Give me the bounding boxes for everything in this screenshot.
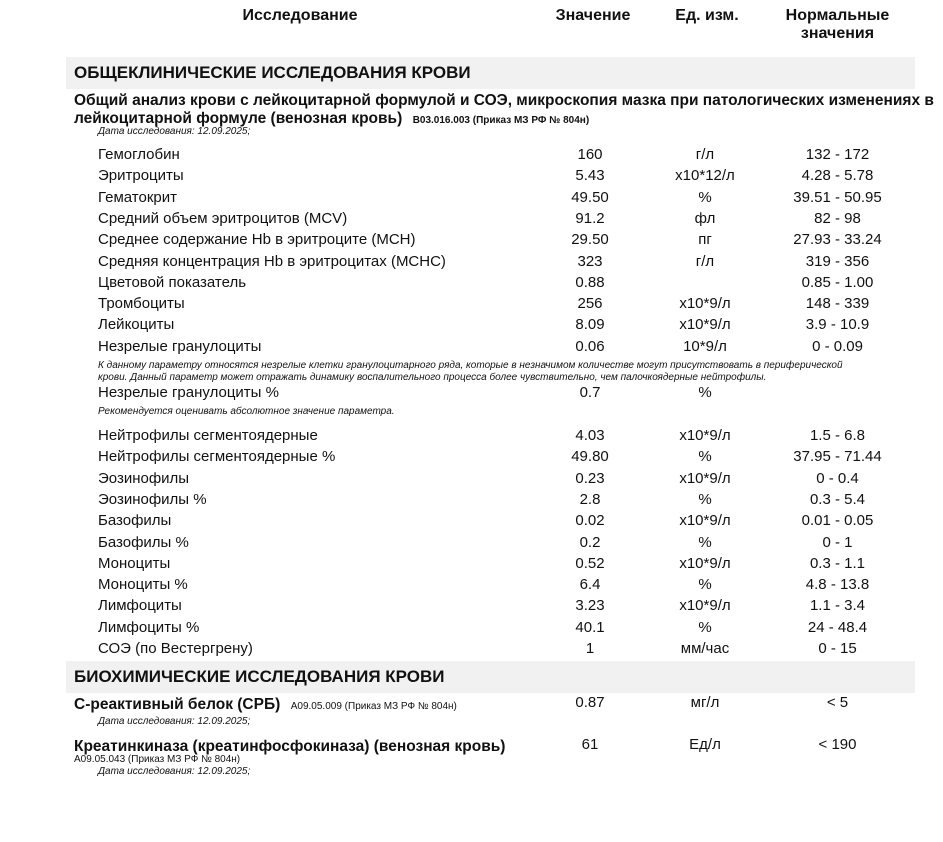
row-value: 3.23 [575,597,605,615]
row-value: 2.8 [579,490,601,508]
row-name: Незрелые гранулоциты % [98,384,279,401]
note-immature-1: К данному параметру относятся незрелые клетки гранулоцитарного ряда, которые в незначимом количестве могут присутствовать в периферической [98,360,843,371]
table-row [0,576,943,597]
row-unit: % [698,576,712,594]
row-ref: 0 - 1 [822,533,853,551]
row-unit: x10*9/л [679,427,731,444]
ck-value: 61 [581,736,599,753]
row-value: 0.23 [575,469,605,487]
row-ref: 0.85 - 1.00 [801,273,874,291]
row-value: 0.2 [579,533,601,551]
row-unit: % [698,490,712,508]
row-ref: 0.01 - 0.05 [801,512,874,530]
row-unit: % [698,384,712,401]
row-name: Моноциты % [98,576,188,594]
ck-code: A09.05.043 (Приказ МЗ РФ № 804н) [74,754,241,765]
row-name: Тромбоциты [98,295,185,313]
crp-title: С-реактивный белок (СРБ) [74,696,281,713]
header-unit: Ед. изм. [675,7,739,24]
row-name: Лимфоциты [98,597,182,615]
header-value: Значение [555,7,631,24]
row-value: 0.7 [579,384,601,401]
table-row [0,231,943,252]
row-ref: 0 - 0.4 [816,469,859,487]
row-name: Средняя концентрация Hb в эритроцитах (MCHC) [98,252,446,270]
table-row [0,427,943,448]
table-row [0,448,943,469]
row-ref: 82 - 98 [814,209,861,227]
row-value: 49.50 [571,188,609,206]
row-value: 6.4 [579,576,601,594]
note-recommend: Рекомендуется оценивать абсолютное значение параметра. [98,406,395,417]
row-ref: 0 - 15 [818,640,857,657]
row-name: Моноциты [98,554,171,572]
ck-unit: Ед/л [689,736,721,753]
row-unit: x10*9/л [679,554,731,572]
table-row [0,295,943,316]
table-row [0,210,943,231]
table-row [0,167,943,188]
row-ref: 0.3 - 5.4 [809,490,866,508]
row-value: 4.03 [575,427,605,444]
table-row [0,470,943,491]
row-name: Эозинофилы [98,469,190,487]
row-ref: 39.51 - 50.95 [793,188,882,206]
row-value: 0.06 [575,337,605,355]
row-value: 160 [577,146,603,163]
row-unit: % [698,533,712,551]
table-row [0,491,943,512]
row-unit: x10*9/л [679,512,731,530]
row-unit: % [698,618,712,636]
row-ref: 319 - 356 [805,252,870,270]
row-unit: x10*12/л [675,167,735,185]
note-immature-2: крови. Данный параметр может отражать динамику воспалительного процесса более чувствительно, чем палочкоядерные нейтрофилы. [98,372,767,383]
row-value: 8.09 [575,316,605,334]
table-row [0,512,943,533]
test-date: Дата исследования: 12.09.2025; [98,126,251,137]
ck-date: Дата исследования: 12.09.2025; [98,766,251,777]
table-row [0,384,943,405]
table-row [0,274,943,295]
row-name: Гематокрит [98,188,177,206]
row-value: 5.43 [575,167,605,185]
table-row [0,316,943,337]
row-value: 0.02 [575,512,605,530]
row-unit: пг [698,231,712,249]
table-row [0,146,943,167]
row-ref: 4.28 - 5.78 [801,167,874,185]
row-ref: 0 - 0.09 [812,337,863,355]
crp-code: A09.05.009 (Приказ МЗ РФ № 804н) [290,701,457,712]
row-ref: 3.9 - 10.9 [805,316,870,334]
row-name: Базофилы % [98,533,189,551]
row-unit: x10*9/л [679,597,731,615]
row-name: Лейкоциты [98,316,175,334]
row-unit: x10*9/л [679,469,731,487]
crp-ref: < 5 [826,694,849,711]
row-name: Незрелые гранулоциты [98,337,262,355]
row-unit: мм/час [680,640,730,657]
table-row [0,597,943,618]
row-name: Эозинофилы % [98,490,207,508]
section-title: БИОХИМИЧЕСКИЕ ИССЛЕДОВАНИЯ КРОВИ [74,667,445,686]
table-row [0,619,943,640]
header-normal-1: Нормальные [785,7,890,24]
row-unit: г/л [695,252,715,270]
row-ref: 24 - 48.4 [807,618,868,636]
table-row [0,253,943,274]
row-ref: 37.95 - 71.44 [793,448,882,466]
table-row [0,640,943,661]
test-title-line2: лейкоцитарной формуле (венозная кровь) [74,110,403,127]
header-normal-2: значения [800,25,875,42]
row-ref: 27.93 - 33.24 [793,231,882,249]
row-unit: 10*9/л [683,337,727,355]
row-unit: фл [694,209,716,227]
test-title-line1: Общий анализ крови с лейкоцитарной формулой и СОЭ, микроскопия мазка при патологических изменениях в [74,92,934,109]
row-ref: 0.3 - 1.1 [809,554,866,572]
row-value: 0.52 [575,554,605,572]
row-ref: 4.8 - 13.8 [805,576,870,594]
row-unit: x10*9/л [679,316,731,334]
row-ref: 132 - 172 [805,146,870,163]
row-ref: 1.1 - 3.4 [809,597,866,615]
row-value: 256 [577,295,603,313]
section-header-general [66,57,915,89]
row-name: Базофилы [98,512,172,530]
row-name: Нейтрофилы сегментоядерные [98,427,318,444]
row-unit: x10*9/л [679,295,731,313]
crp-values [0,694,943,715]
table-row [0,555,943,576]
row-ref: 1.5 - 6.8 [809,427,866,444]
ck-ref: < 190 [818,736,857,753]
row-value: 29.50 [571,231,609,249]
test-code: B03.016.003 (Приказ МЗ РФ № 804н) [412,115,590,126]
row-unit: % [698,448,712,466]
section-title: ОБЩЕКЛИНИЧЕСКИЕ ИССЛЕДОВАНИЯ КРОВИ [74,63,471,82]
row-name: Лимфоциты % [98,618,200,636]
row-ref: 148 - 339 [805,295,870,313]
row-value: 91.2 [575,209,605,227]
table-row [0,189,943,210]
crp-value: 0.87 [575,694,605,711]
row-value: 0.88 [575,273,605,291]
table-row [0,534,943,555]
row-value: 323 [577,252,603,270]
row-value: 40.1 [575,618,605,636]
row-name: Среднее содержание Hb в эритроците (MCH) [98,231,416,249]
crp-date: Дата исследования: 12.09.2025; [98,716,251,727]
table-row [0,338,943,359]
row-unit: г/л [695,146,715,163]
row-unit: % [698,188,712,206]
header-study: Исследование [242,7,358,24]
row-name: Гемоглобин [98,146,180,163]
crp-unit: мг/л [690,694,720,711]
row-name: Нейтрофилы сегментоядерные % [98,448,336,466]
row-name: СОЭ (по Вестергрену) [98,640,253,657]
row-name: Средний объем эритроцитов (MCV) [98,209,348,227]
row-name: Эритроциты [98,167,184,185]
row-name: Цветовой показатель [98,273,247,291]
row-value: 49.80 [571,448,609,466]
section-header-biochem [66,661,915,693]
ck-title: Креатинкиназа (креатинфосфокиназа) (венозная кровь) [74,738,506,755]
row-value: 1 [585,640,595,657]
